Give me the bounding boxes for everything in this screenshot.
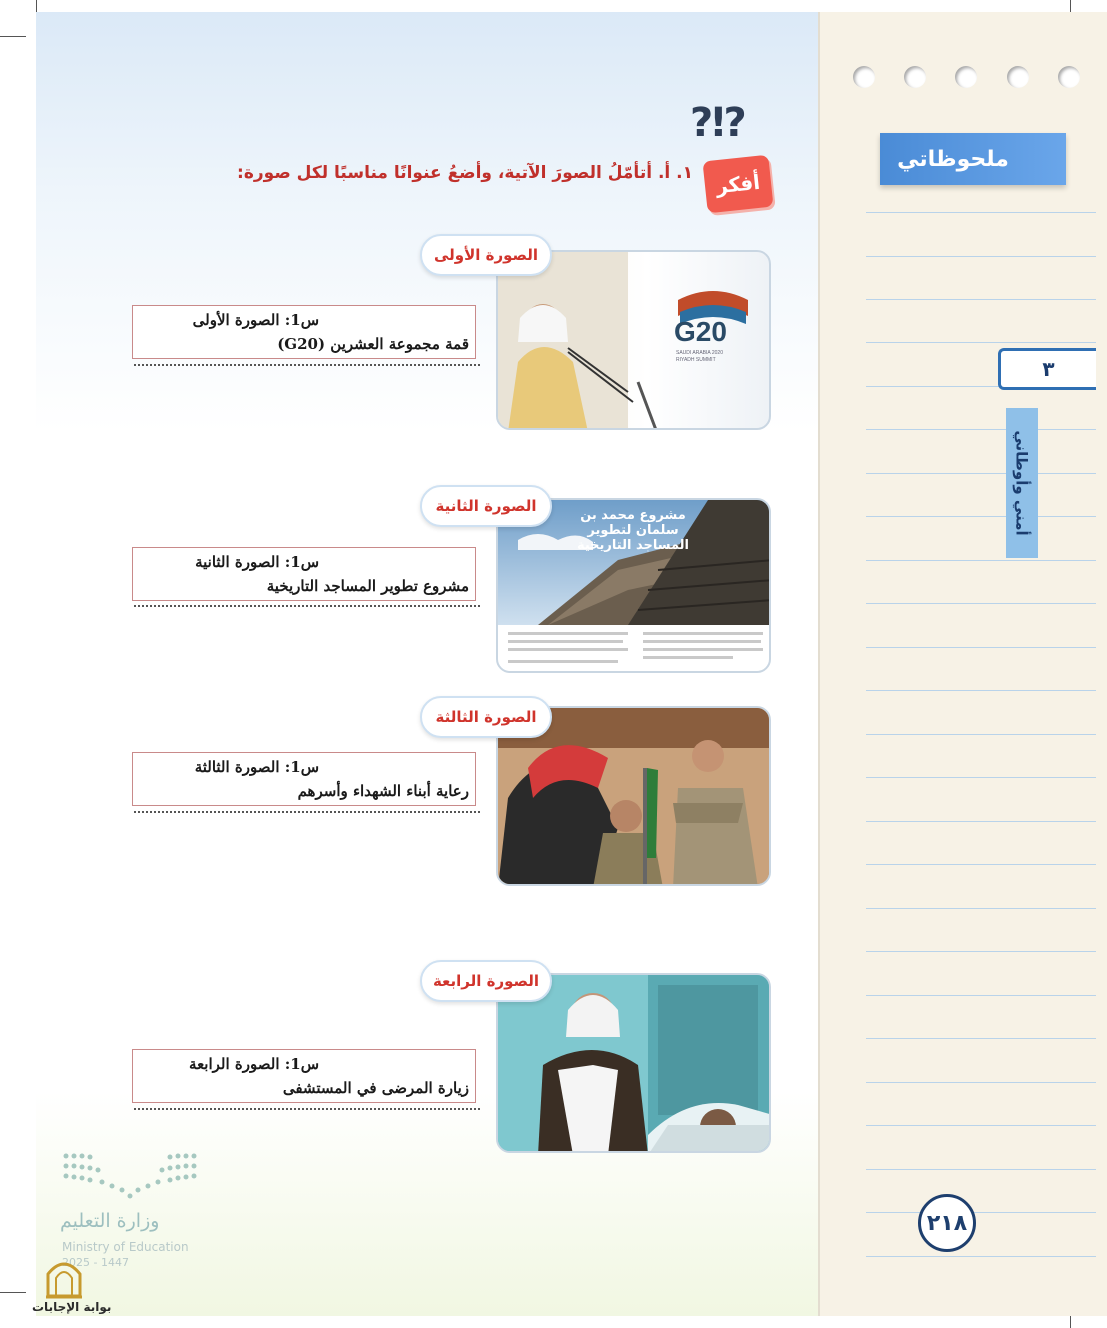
ministry-name-ar: وزارة التعليم	[60, 1210, 160, 1232]
answer-value-4: زيارة المرضى في المستشفى	[282, 1079, 469, 1097]
note-line	[866, 212, 1096, 213]
binder-hole	[1007, 66, 1029, 88]
note-line	[866, 734, 1096, 735]
answer-box-4[interactable]	[132, 1049, 476, 1103]
answer-value-2: مشروع تطوير المساجد التاريخية	[266, 577, 469, 595]
note-line	[866, 342, 1096, 343]
answer-label-3: س1: الصورة الثالثة	[194, 758, 319, 776]
think-marks-icon: ?!?	[690, 100, 743, 146]
g20-logo-sub2: RIYADH SUMMIT	[676, 357, 716, 363]
note-line	[866, 690, 1096, 691]
note-line	[866, 603, 1096, 604]
dotted-line	[134, 811, 480, 813]
note-line	[866, 1169, 1096, 1170]
answer-value-1: قمة مجموعة العشرين (G20)	[277, 335, 469, 353]
dotted-line	[134, 605, 480, 607]
note-line	[866, 1038, 1096, 1039]
photo-hospital-illustration	[498, 975, 771, 1153]
binder-hole	[853, 66, 875, 88]
note-line	[866, 908, 1096, 909]
note-line	[866, 1125, 1096, 1126]
image-label-1: الصورة الأولى	[420, 234, 552, 276]
ministry-year: 2025 - 1447	[62, 1256, 129, 1269]
note-line	[866, 951, 1096, 952]
note-line	[866, 821, 1096, 822]
answer-box-3[interactable]	[132, 752, 476, 806]
note-line	[866, 429, 1096, 430]
site-name: بوابة الإجابات	[32, 1300, 112, 1314]
binder-hole	[904, 66, 926, 88]
ministry-name-en: Ministry of Education	[62, 1240, 189, 1254]
photo-g20-illustration	[498, 252, 771, 430]
note-line	[866, 864, 1096, 865]
g20-logo-text: G20	[674, 316, 727, 347]
answer-box-1[interactable]	[132, 305, 476, 359]
crop-mark	[0, 1292, 26, 1293]
binder-hole	[1058, 66, 1080, 88]
photo-g20-summit	[496, 250, 771, 430]
answer-label-4: س1: الصورة الرابعة	[189, 1055, 319, 1073]
answer-label-2: س1: الصورة الثانية	[195, 553, 319, 571]
note-line	[866, 516, 1096, 517]
note-line	[866, 1256, 1096, 1257]
unit-ribbon	[1006, 408, 1038, 558]
dotted-line	[134, 1108, 480, 1110]
answer-value-3: رعاية أبناء الشهداء وأسرهم	[297, 782, 469, 800]
think-badge: أفكر	[702, 155, 773, 214]
answer-label-1: س1: الصورة الأولى	[192, 311, 319, 329]
note-line	[866, 1082, 1096, 1083]
note-line	[866, 256, 1096, 257]
answer-box-2[interactable]	[132, 547, 476, 601]
image-label-2: الصورة الثانية	[420, 485, 552, 527]
notes-title: ملحوظاتي	[880, 133, 1066, 185]
note-line	[866, 1212, 1096, 1213]
site-logo-icon	[44, 1256, 84, 1300]
unit-number: ٣	[998, 348, 1096, 390]
notes-panel	[818, 12, 1107, 1316]
question-text: ١. أ. أتأمّلُ الصورَ الآتية، وأضعُ عنوانًا مناسبًا لكل صورة:	[237, 163, 693, 183]
page-number: ٢١٨	[918, 1194, 976, 1252]
crop-mark	[0, 36, 26, 37]
note-line	[866, 995, 1096, 996]
image-label-4: الصورة الرابعة	[420, 960, 552, 1002]
unit-title: أمني وأوطاني	[1013, 430, 1031, 536]
g20-logo-sub: SAUDI ARABIA 2020	[676, 350, 723, 356]
mosque-headline: مشروع محمد بن سلمان لتطوير المساجد التاريخية	[576, 508, 690, 553]
image-label-3: الصورة الثالثة	[420, 696, 552, 738]
note-line	[866, 647, 1096, 648]
note-line	[866, 299, 1096, 300]
note-line	[866, 473, 1096, 474]
ministry-logo	[60, 1150, 200, 1200]
note-line	[866, 777, 1096, 778]
binder-hole	[955, 66, 977, 88]
note-line	[866, 560, 1096, 561]
dotted-line	[134, 364, 480, 366]
